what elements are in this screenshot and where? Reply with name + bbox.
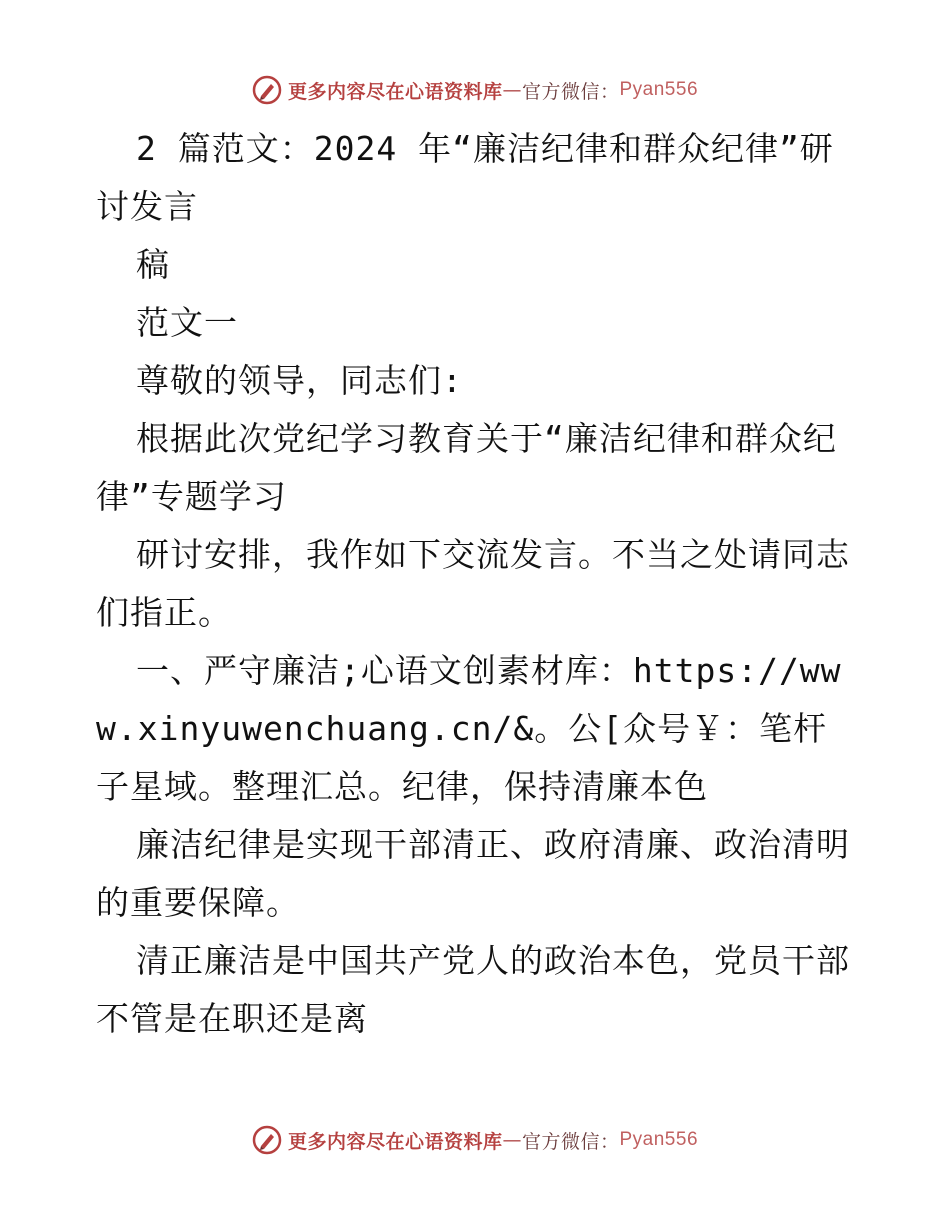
body-paragraph: 廉洁纪律是实现干部清正、政府清廉、政治清明的重要保障。 — [96, 825, 850, 922]
banner-separator: — — [502, 79, 522, 101]
body-paragraph: 研讨安排，我作如下交流发言。不当之处请同志们指正。 — [96, 535, 850, 632]
banner-brand-text: 更多内容尽在心语资料库 — [287, 1130, 503, 1153]
document-title: 2 篇范文：2024 年“廉洁纪律和群众纪律”研讨发言 — [96, 129, 834, 226]
pen-logo-icon — [252, 75, 282, 105]
banner-separator: — — [502, 1129, 522, 1151]
body-paragraph: 根据此次党纪学习教育关于“廉洁纪律和群众纪律”专题学习 — [96, 419, 837, 516]
pen-logo-icon — [252, 1125, 282, 1155]
document-body — [96, 120, 856, 1048]
section-heading-one: 一、严守廉洁;心语文创素材库：https://www.xinyuwenchuang.cn/&。公[众号￥：笔杆子星域。整理汇总。纪律，保持清廉本色 — [96, 651, 842, 806]
banner-wechat-id: Pyan556 — [619, 79, 699, 100]
section-heading-sample-one: 范文一 — [136, 303, 238, 342]
banner-wechat-label: 官方微信： — [521, 80, 620, 103]
footer-banner — [0, 1120, 950, 1160]
header-banner — [0, 70, 950, 110]
body-paragraph: 清正廉洁是中国共产党人的政治本色，党员干部不管是在职还是离 — [96, 941, 850, 1038]
banner-wechat-id: Pyan556 — [619, 1129, 699, 1150]
salutation: 尊敬的领导，同志们: — [136, 361, 463, 400]
banner-wechat-label: 官方微信： — [521, 1130, 620, 1153]
banner-brand-text: 更多内容尽在心语资料库 — [287, 80, 503, 103]
document-title-continuation: 稿 — [136, 245, 170, 284]
